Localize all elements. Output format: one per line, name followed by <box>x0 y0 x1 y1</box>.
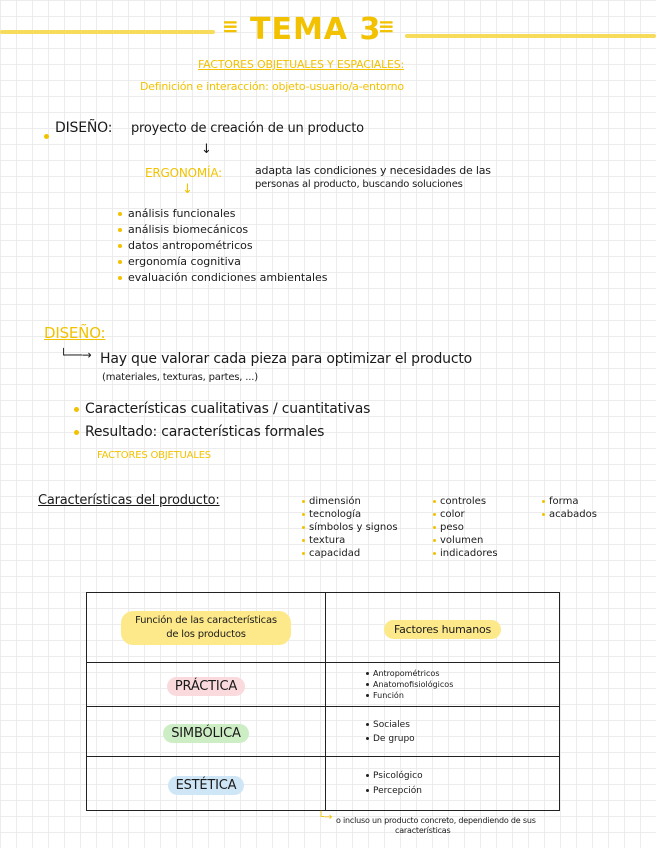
list-item-text: datos antropométricos <box>128 239 253 252</box>
page-definition: Definición e interacción: objeto-usuario/a-entorno <box>140 80 404 93</box>
list-item <box>302 547 398 560</box>
bullet-dot <box>118 244 122 248</box>
factor-text: De grupo <box>373 733 415 744</box>
list-item <box>118 222 328 238</box>
factor-item <box>366 679 558 690</box>
list-item-text: textura <box>309 535 346 546</box>
list-item <box>433 534 498 547</box>
bullet-dot <box>366 774 369 777</box>
bullet-dot <box>118 228 122 232</box>
row-name: PRÁCTICA <box>167 677 245 696</box>
factor-text: Función <box>373 691 404 700</box>
factor-item <box>366 718 558 732</box>
header-left: Función de las características de los productos <box>121 611 291 645</box>
table-cell <box>87 663 326 707</box>
list-item-text: capacidad <box>309 548 361 559</box>
list-item-text: evaluación condiciones ambientales <box>128 271 328 284</box>
diseno-term: DISEÑO: <box>55 120 113 136</box>
list-item-text: forma <box>549 496 579 507</box>
row-name: ESTÉTICA <box>168 776 245 795</box>
bullet-dot <box>366 672 369 675</box>
factor-item <box>366 668 558 679</box>
ergonomia-def-1: adapta las condiciones y necesidades de las <box>255 164 491 177</box>
factor-text: Psicológico <box>373 770 423 781</box>
factor-text: Percepción <box>373 785 423 796</box>
bullet-dot <box>302 500 305 503</box>
bullet-row <box>74 424 324 440</box>
list-item <box>302 521 398 534</box>
bullet-dot <box>366 789 369 792</box>
list-item <box>433 547 498 560</box>
list-item-text: análisis biomecánicos <box>128 223 249 236</box>
list-item-text: indicadores <box>440 548 498 559</box>
bullet-text: Resultado: características formales <box>85 424 325 440</box>
arrow-down-icon: ↓ <box>201 142 212 157</box>
factor-item <box>366 732 558 746</box>
arrow-right-icon: └──→ <box>60 348 92 362</box>
bullet-dot <box>366 683 369 686</box>
list-item <box>433 495 498 508</box>
list-item-text: volumen <box>440 535 484 546</box>
list-item <box>433 508 498 521</box>
diseno2-line2: (materiales, texturas, partes, ...) <box>102 372 258 383</box>
bullet-dot <box>366 737 369 740</box>
bullet-dot <box>74 430 79 435</box>
table-cell <box>326 757 560 811</box>
bullet-text: Características cualitativas / cuantitativas <box>85 401 371 417</box>
bullet-dot <box>542 513 545 516</box>
footnote-line1: o incluso un producto concreto, dependiendo de sus <box>336 816 536 825</box>
bullet-dot <box>542 500 545 503</box>
footnote-arrow-icon: └→ <box>318 812 333 823</box>
bullet-dot <box>302 539 305 542</box>
table-cell <box>326 707 560 757</box>
diseno2-line1: Hay que valorar cada pieza para optimizar el producto <box>100 351 472 367</box>
bullet-dot <box>302 526 305 529</box>
list-item <box>542 495 597 508</box>
list-item <box>118 270 328 286</box>
bullet-dot <box>366 723 369 726</box>
caracteristicas-col3 <box>542 495 597 521</box>
ergonomia-term: ERGONOMÍA: <box>145 166 223 180</box>
list-item-text: ergonomía cognitiva <box>128 255 241 268</box>
page-title: TEMA 3 <box>250 12 382 47</box>
list-item-text: peso <box>440 522 464 533</box>
table-row <box>87 663 560 707</box>
list-item-text: controles <box>440 496 487 507</box>
bullet-row <box>74 401 370 417</box>
table-row <box>87 757 560 811</box>
caracteristicas-col2 <box>433 495 498 560</box>
list-item-text: símbolos y signos <box>309 522 398 533</box>
factor-text: Sociales <box>373 719 410 730</box>
arrow-down-icon: ↓ <box>182 182 193 197</box>
list-item-text: tecnología <box>309 509 362 520</box>
bullet-dot <box>433 539 436 542</box>
bullet-dot <box>44 134 49 139</box>
caracteristicas-label: Características del producto: <box>38 493 220 508</box>
factores-objetuales-label: FACTORES OBJETUALES <box>97 450 211 461</box>
caracteristicas-col1 <box>302 495 398 560</box>
list-item-text: análisis funcionales <box>128 207 236 220</box>
footnote-line2: características <box>395 826 451 835</box>
page-subtitle: FACTORES OBJETUALES Y ESPACIALES: <box>198 58 405 71</box>
header-line-right <box>405 34 656 38</box>
table-cell <box>326 663 560 707</box>
list-item <box>118 206 328 222</box>
factor-item <box>366 690 558 701</box>
table-header-row <box>87 593 560 663</box>
bullet-dot <box>433 513 436 516</box>
list-item-text: color <box>440 509 465 520</box>
bullet-dot <box>302 513 305 516</box>
bullet-dot <box>118 276 122 280</box>
funciones-table <box>86 592 560 811</box>
table-cell <box>87 707 326 757</box>
list-item <box>118 254 328 270</box>
row-name: SIMBÓLICA <box>163 724 248 743</box>
bullet-dot <box>302 552 305 555</box>
list-item <box>542 508 597 521</box>
list-item-text: acabados <box>549 509 597 520</box>
factor-text: Antropométricos <box>373 669 440 678</box>
title-spark-right: ≡ <box>378 14 395 38</box>
bullet-dot <box>118 212 122 216</box>
list-item <box>302 495 398 508</box>
header-line-left <box>0 30 215 34</box>
header-right: Factores humanos <box>384 620 501 639</box>
bullet-dot <box>366 694 369 697</box>
factor-item <box>366 784 558 799</box>
bullet-dot <box>433 552 436 555</box>
list-item <box>302 534 398 547</box>
list-item <box>302 508 398 521</box>
ergonomia-list <box>118 206 328 286</box>
diseno-definition: proyecto de creación de un producto <box>131 121 364 136</box>
factor-text: Anatomofisiológicos <box>373 680 454 689</box>
bullet-dot <box>118 260 122 264</box>
list-item <box>118 238 328 254</box>
bullet-dot <box>433 500 436 503</box>
table-cell <box>87 757 326 811</box>
list-item-text: dimensión <box>309 496 361 507</box>
ergonomia-def-2: personas al producto, buscando soluciones <box>255 179 463 190</box>
bullet-dot <box>433 526 436 529</box>
diseno2-title: DISEÑO: <box>44 324 106 342</box>
title-spark-left: ≡ <box>222 14 239 38</box>
list-item <box>433 521 498 534</box>
diseno-bullet <box>44 126 55 145</box>
table-header-cell <box>87 593 326 663</box>
bullet-dot <box>74 407 79 412</box>
table-header-cell <box>326 593 560 663</box>
factor-item <box>366 769 558 784</box>
table-row <box>87 707 560 757</box>
